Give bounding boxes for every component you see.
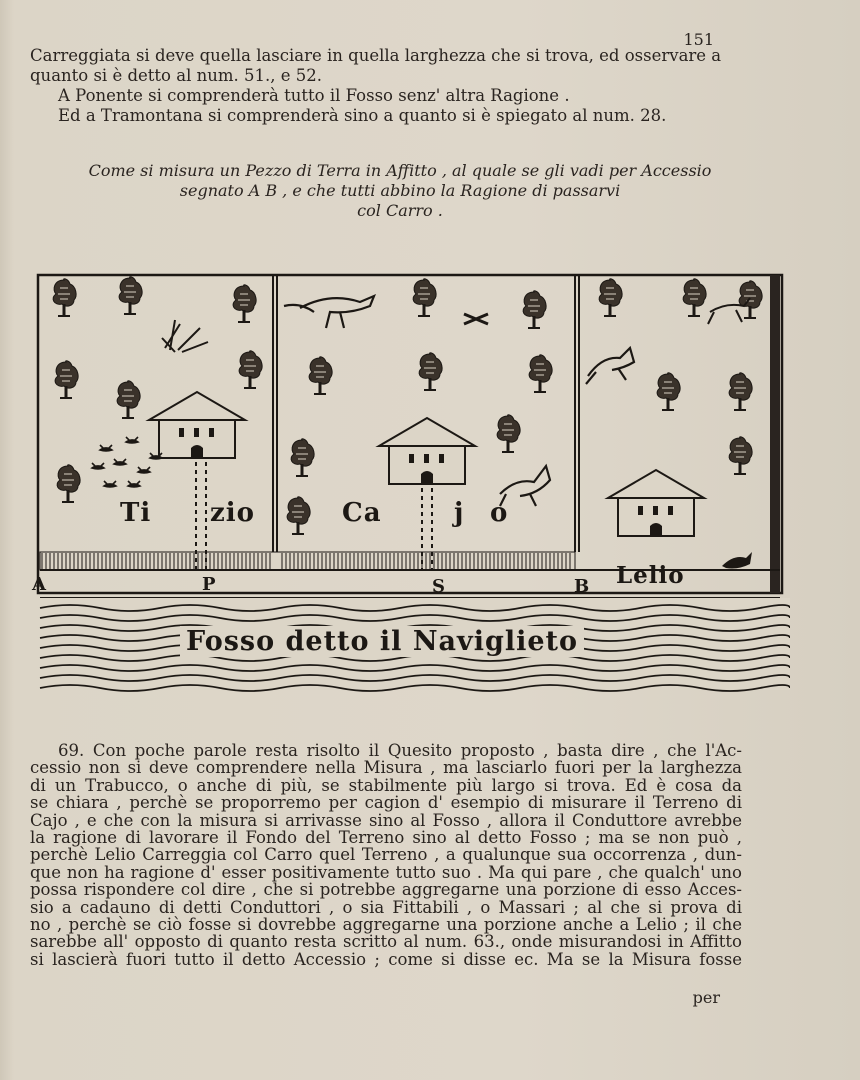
canal-label: Fosso detto il Naviglieto xyxy=(180,626,584,657)
paragraph-line: possa rispondere col dire , che si potrebbe aggregarne una porzione di esso Acces- xyxy=(30,880,742,900)
label-lelio: Lelio xyxy=(616,562,685,589)
paragraph-line: perchè Lelio Carreggia col Carro quel Terreno , a qualunque sua occorrenza , dun- xyxy=(30,845,742,865)
text-line: Ed a Tramontana si comprenderà sino a quanto si è spiegato al num. 28. xyxy=(58,106,667,125)
paragraph-line: la ragione di lavorare il Fondo del Terreno sino al detto Fosso ; ma se non può , xyxy=(30,827,742,847)
paragraph-line: si lascierà fuori tutto il detto Accessio ; come si disse ec. Ma se la Misura fosse xyxy=(30,949,742,969)
woodcut-figure xyxy=(30,272,790,692)
figure-caption-line: segnato A B , e che tutti abbino la Ragione di passarvi xyxy=(179,181,621,200)
point-a: A xyxy=(32,574,46,595)
catchword: per xyxy=(692,988,720,1007)
paragraph-line: di un Trabucco, o anche di più, se stabilmente più largo si trova. Ed è cosa da xyxy=(30,775,742,795)
label-tizio-part2: zio xyxy=(210,498,255,528)
paragraph-line: 69. Con poche parole resta risolto il Quesito proposto , basta dire , che l'Ac- xyxy=(58,741,742,760)
paragraph-line: no , perchè se ciò fosse si dovrebbe aggregarne una porzione anche a Lelio ; il che xyxy=(30,914,742,934)
label-cajo-part3: o xyxy=(490,498,509,528)
label-tizio-part1: Ti xyxy=(120,498,152,528)
paragraph-line: se chiara , perchè se proporremo per cagion d' esempio di misurare il Terreno di xyxy=(30,793,742,813)
page-number: 151 xyxy=(683,30,714,49)
text-line: A Ponente si comprenderà tutto il Fosso senz' altra Ragione . xyxy=(58,86,570,105)
paragraph-line: sarebbe all' opposto di quanto resta scritto al num. 63., onde misurandosi in Affitto xyxy=(30,932,742,952)
figure-caption-line: col Carro . xyxy=(357,201,443,220)
paragraph-line: sio a cadauno di detti Conduttori , o sia Fittabili , o Massari ; al che si prova di xyxy=(30,897,742,917)
point-p: P xyxy=(202,574,216,595)
text-line: Carreggiata si deve quella lasciare in quella larghezza che si trova, ed osservare a xyxy=(30,46,722,65)
point-b: B xyxy=(574,576,590,597)
paragraph-line: cessio non si deve comprendere nella Misura , ma lasciarlo fuori per la larghezza xyxy=(30,758,742,778)
label-cajo-part2: j xyxy=(454,498,465,528)
paragraph-line: que non ha ragione d' esser positivamente tutto suo . Ma qui pare , che qualch' uno xyxy=(30,862,742,882)
paragraph-69 xyxy=(30,742,742,968)
paragraph-line: Cajo , e che con la misura si arrivasse sino al Fosso , allora il Conduttore avrebbe xyxy=(30,810,742,830)
label-cajo-part1: Ca xyxy=(342,498,382,528)
point-s: S xyxy=(432,576,445,597)
text-line: quanto si è detto al num. 51., e 52. xyxy=(30,66,322,85)
figure-caption-line: Come si misura un Pezzo di Terra in Affitto , al quale se gli vadi per Accessio xyxy=(88,161,712,180)
